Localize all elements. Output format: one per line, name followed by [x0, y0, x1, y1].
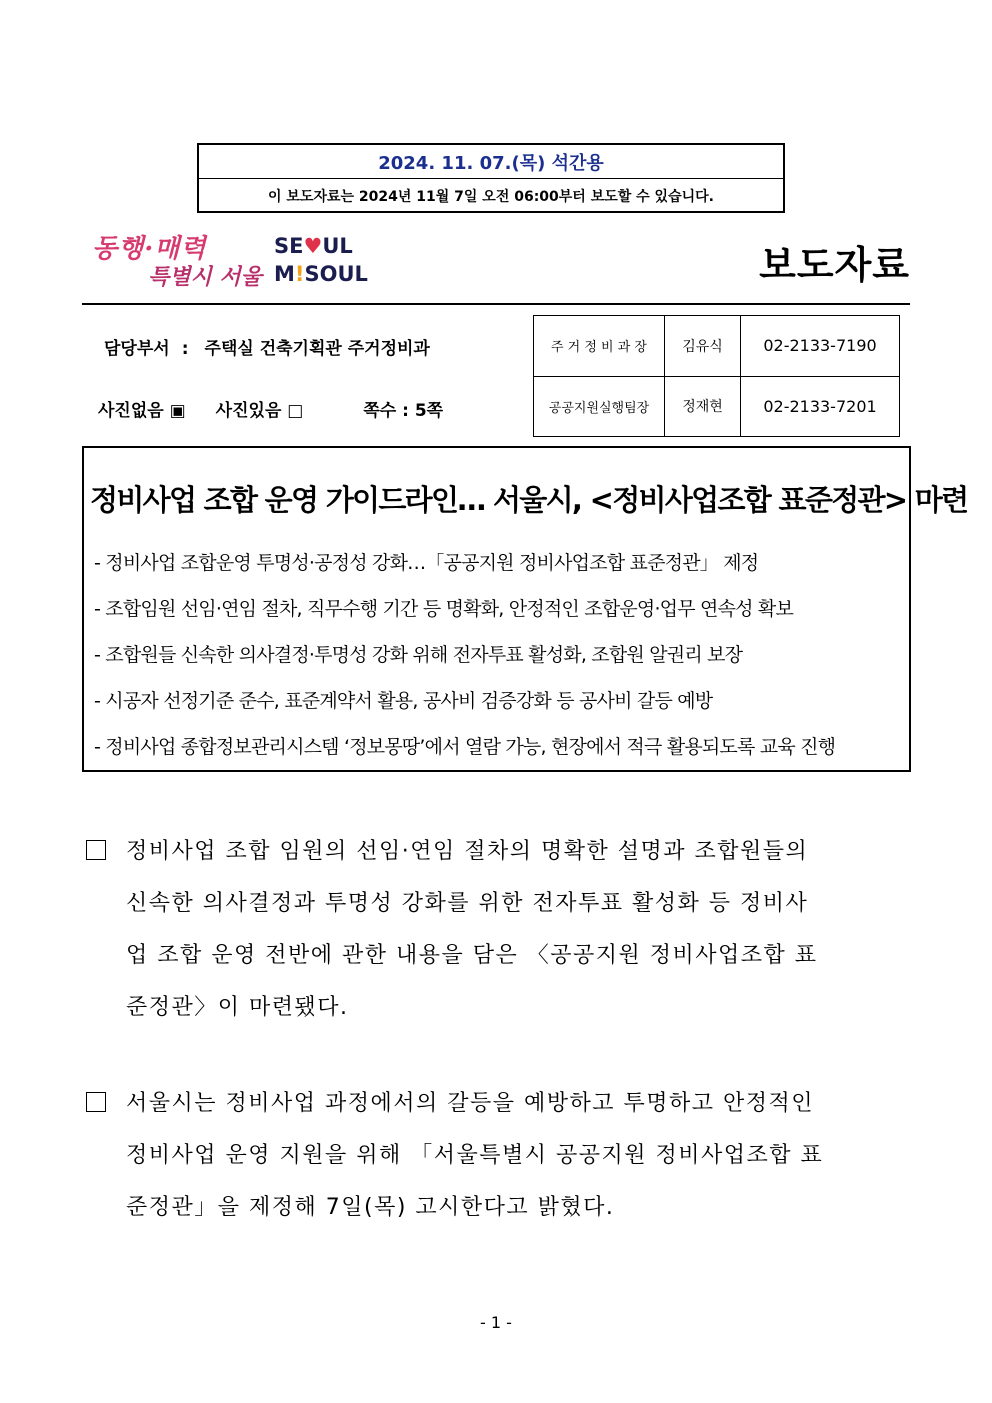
- contact-row: [534, 316, 900, 377]
- sub-headlines: [94, 540, 835, 770]
- document-title: 보도자료: [759, 243, 910, 287]
- body-paragraph-1: 정비사업 조합 임원의 선임·연임 절차의 명확한 설명과 조합원들의 신속한 의사결정과 투명성 강화를 위한 전자투표 활성화 등 정비사 업 조합 운영 전반에 관한 내용을 담은 〈공공지원 정비사업조합 표 준정관〉이 마련됐다.: [86, 826, 912, 1034]
- heart-icon: ♥: [303, 234, 323, 258]
- page-count: 쪽수 : 5쪽: [363, 401, 444, 421]
- photo-info: [98, 396, 473, 421]
- body-paragraph-2: 서울시는 정비사업 과정에서의 갈등을 예방하고 투명하고 안정적인 정비사업 운영 지원을 위해 「서울특별시 공공지원 정비사업조합 표 준정관」을 제정해 7일(목) 고시한다고 밝혔다.: [86, 1078, 912, 1234]
- bullet-box-icon: [86, 840, 106, 860]
- slogan-line-2: 특별시 서울: [148, 264, 262, 290]
- department-value: 주택실 건축기획관 주거정비과: [204, 339, 430, 359]
- header-divider: [82, 303, 910, 305]
- with-photo-checkbox-label: 사진있음 □: [215, 401, 304, 421]
- page-number: - 1 -: [480, 1313, 512, 1332]
- no-photo-checkbox-label: 사진없음 ▣: [98, 401, 186, 421]
- contact-position: 주 거 정 비 과 장: [534, 316, 665, 377]
- sub-headline: - 정비사업 조합운영 투명성·공정성 강화…「공공지원 정비사업조합 표준정관」 제정: [94, 552, 759, 574]
- sub-headline: - 정비사업 종합정보관리시스템 ‘정보몽땅’에서 열람 가능, 현장에서 적극 활용되도록 교육 진행: [94, 736, 836, 758]
- sub-headline: - 조합원들 신속한 의사결정·투명성 강화 위해 전자투표 활성화, 조합원 알권리 보장: [94, 644, 743, 666]
- logo-group: [92, 228, 382, 298]
- bullet-box-icon: [86, 1092, 106, 1112]
- department-line: 담당부서 : 주택실 건축기획관 주거정비과: [104, 339, 430, 359]
- contact-phone: 02-2133-7201: [741, 376, 900, 437]
- sub-headline: - 시공자 선정기준 준수, 표준계약서 활용, 공사비 검증강화 등 공사비 갈등 예방: [94, 690, 713, 712]
- contact-name: 정재현: [665, 376, 741, 437]
- slogan-line-1: 동행·매력: [92, 234, 207, 264]
- headline-box: [82, 446, 968, 772]
- embargo-notice: 이 보도자료는 2024년 11월 7일 오전 06:00부터 보도할 수 있습니다.: [268, 189, 714, 205]
- contact-table: [533, 315, 900, 437]
- exclamation-mark-icon: !: [294, 262, 305, 286]
- seoul-slogan-logo: [92, 228, 262, 290]
- contact-phone: 02-2133-7190: [741, 316, 900, 377]
- seoul-my-soul-logo: SE♥UL M!SOUL: [274, 234, 368, 286]
- sub-headline: - 조합임원 선임·연임 절차, 직무수행 기간 등 명확화, 안정적인 조합운영·업무 연속성 확보: [94, 598, 794, 620]
- contact-row: [534, 376, 900, 437]
- contact-name: 김유식: [665, 316, 741, 377]
- headline: 정비사업 조합 운영 가이드라인… 서울시, <정비사업조합 표준정관> 마련: [90, 483, 968, 517]
- department-label: 담당부서: [104, 339, 170, 359]
- release-date: 2024. 11. 07.(목) 석간용: [199, 145, 783, 179]
- embargo-box: [197, 143, 785, 213]
- contact-position: 공공지원실행팀장: [534, 376, 665, 437]
